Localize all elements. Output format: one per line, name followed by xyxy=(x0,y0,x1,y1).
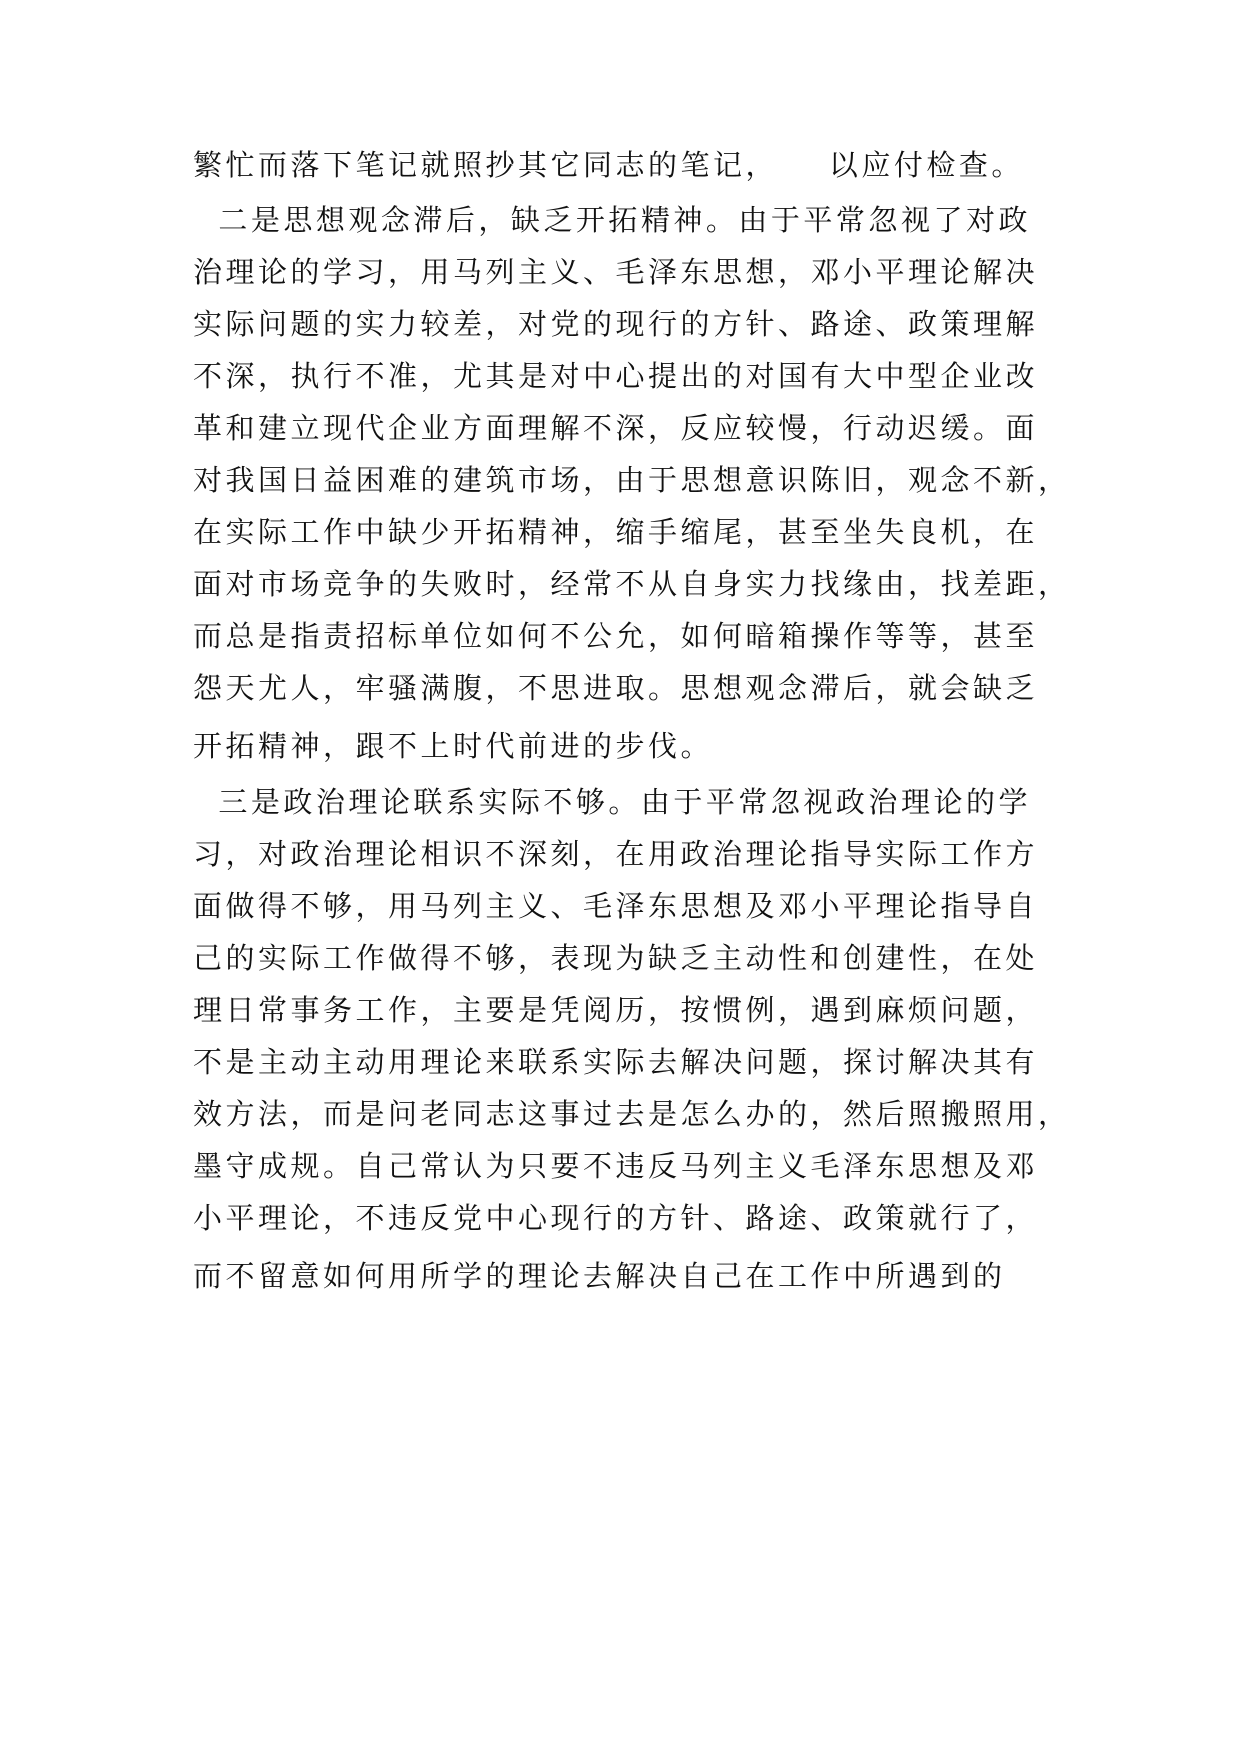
text-line: 面对市场竞争的失败时，经常不从自身实力找缘由，找差距， xyxy=(193,567,1071,601)
text-line: 习，对政治理论相识不深刻，在用政治理论指导实际工作方 xyxy=(193,837,1039,871)
text-line: 效方法，而是问老同志这事过去是怎么办的，然后照搬照用， xyxy=(193,1097,1071,1131)
text-line: 怨天尤人，牢骚满腹，不思进取。思想观念滞后，就会缺乏 xyxy=(193,671,1039,705)
text-line: 实际问题的实力较差，对党的现行的方针、路途、政策理解 xyxy=(193,307,1039,341)
text-line: 对我国日益困难的建筑市场，由于思想意识陈旧，观念不新， xyxy=(193,463,1071,497)
text-line: 而总是指责招标单位如何不公允，如何暗箱操作等等，甚至 xyxy=(193,619,1039,653)
text-line: 面做得不够，用马列主义、毛泽东思想及邓小平理论指导自 xyxy=(193,889,1039,923)
text-line: 而不留意如何用所学的理论去解决自己在工作中所遇到的 xyxy=(193,1259,1006,1293)
text-line: 理日常事务工作，主要是凭阅历，按惯例，遇到麻烦问题， xyxy=(193,993,1039,1027)
text-line: 墨守成规。自己常认为只要不违反马列主义毛泽东思想及邓 xyxy=(193,1149,1039,1183)
text-line: 治理论的学习，用马列主义、毛泽东思想，邓小平理论解决 xyxy=(193,255,1039,289)
text-line: 繁忙而落下笔记就照抄其它同志的笔记， 以应付检查。 xyxy=(193,148,1024,182)
text-line: 开拓精神，跟不上时代前进的步伐。 xyxy=(193,729,714,763)
text-line: 小平理论，不违反党中心现行的方针、路途、政策就行了， xyxy=(193,1201,1039,1235)
text-line: 不深，执行不准，尤其是对中心提出的对国有大中型企业改 xyxy=(193,359,1039,393)
text-line: 革和建立现代企业方面理解不深，反应较慢，行动迟缓。面 xyxy=(193,411,1039,445)
paragraph-start-line: 二是思想观念滞后，缺乏开拓精神。由于平常忽视了对政 xyxy=(193,203,1031,237)
paragraph-start-line: 三是政治理论联系实际不够。由于平常忽视政治理论的学 xyxy=(193,785,1031,819)
text-line: 不是主动主动用理论来联系实际去解决问题，探讨解决其有 xyxy=(193,1045,1039,1079)
text-line: 己的实际工作做得不够，表现为缺乏主动性和创建性，在处 xyxy=(193,941,1039,975)
text-line: 在实际工作中缺少开拓精神，缩手缩尾，甚至坐失良机，在 xyxy=(193,515,1039,549)
